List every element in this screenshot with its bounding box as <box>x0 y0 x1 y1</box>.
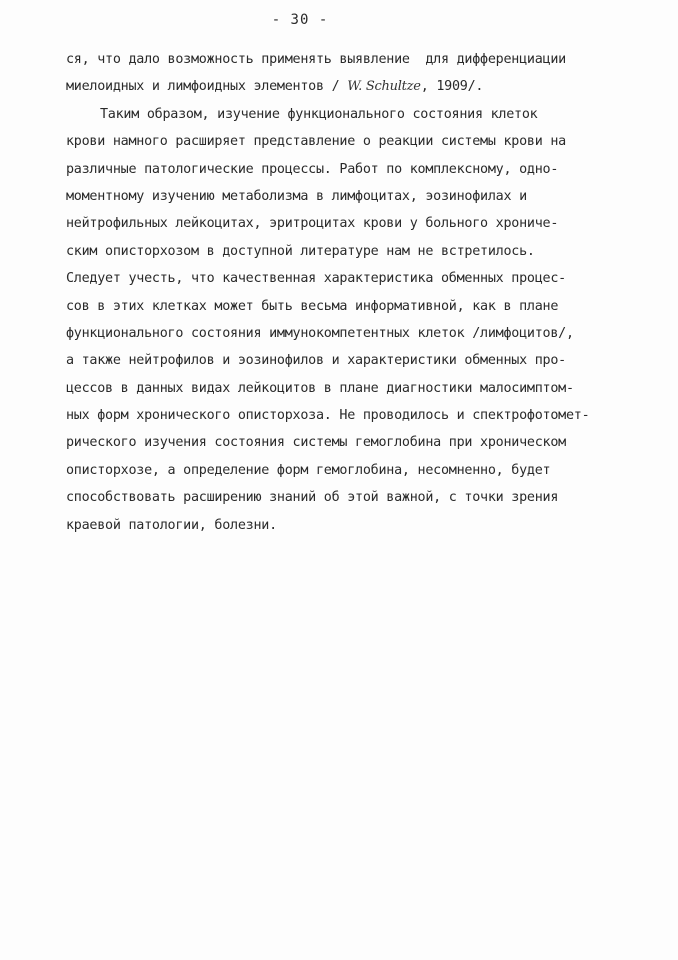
text-line: краевой патологии, болезни. <box>66 517 277 533</box>
text-line: ся, что дало возможность применять выявление для дифференциации <box>66 52 566 67</box>
text-line: ским описторхозом в доступной литературе нам не встретилось. <box>66 243 535 259</box>
page-number: - 30 - <box>271 12 329 28</box>
body-text <box>66 46 626 539</box>
text-line: нейтрофильных лейкоцитах, эритроцитах крови у больного хрониче- <box>66 216 559 232</box>
text-fragment: миелоидных и лимфоидных элементов / <box>66 79 340 95</box>
handwritten-citation-author: W. Schultze <box>347 79 421 95</box>
text-line: рического изучения состояния системы гемоглобина при хроническом <box>66 435 566 451</box>
text-line: цессов в данных видах лейкоцитов в плане диагностики малосимптом- <box>66 380 574 396</box>
citation-year: , 1909/. <box>420 79 484 95</box>
text-line: моментному изучению метаболизма в лимфоцитах, эозинофилах и <box>66 188 527 204</box>
text-line: ных форм хронического описторхоза. Не проводилось и спектрофотомет- <box>66 408 590 424</box>
text-line: функционального состояния иммунокомпетентных клеток /лимфоцитов/, <box>66 325 574 341</box>
text-line: различные патологические процессы. Работ по комплексному, одно- <box>66 161 559 177</box>
text-line: крови намного расширяет представление о реакции системы крови на <box>66 134 566 150</box>
text-line: способствовать расширению знаний об этой важной, с точки зрения <box>66 490 559 506</box>
text-line-with-citation <box>66 73 626 100</box>
paragraph-first-line: Таким образом, изучение функционального состояния клеток <box>100 106 538 122</box>
text-line: а также нейтрофилов и эозинофилов и характеристики обменных про- <box>66 353 566 369</box>
text-line: описторхозе, а определение форм гемоглобина, несомненно, будет <box>66 462 551 478</box>
text-line: Следует учесть, что качественная характеристика обменных процес- <box>66 271 566 287</box>
text-line: сов в этих клетках может быть весьма информативной, как в плане <box>66 298 559 314</box>
